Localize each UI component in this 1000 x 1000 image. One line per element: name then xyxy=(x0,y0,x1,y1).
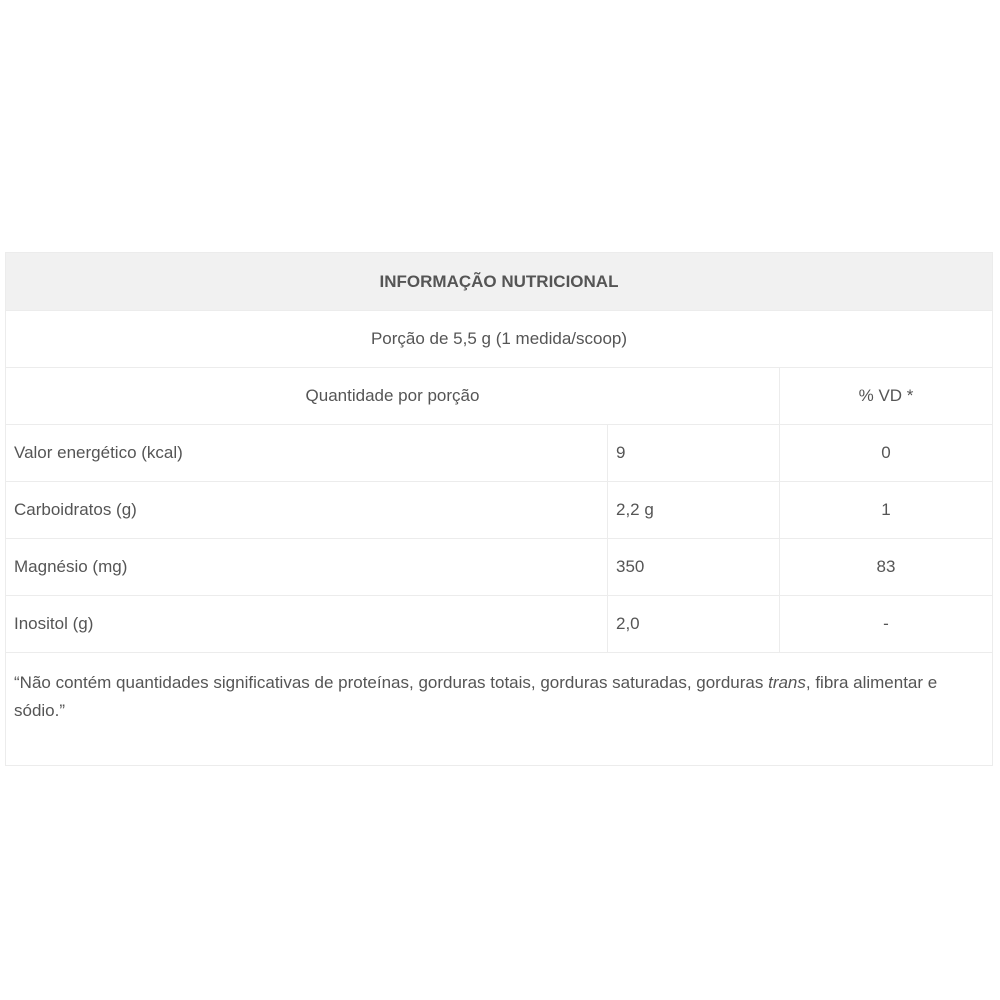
table-row xyxy=(6,425,993,482)
nutrition-table xyxy=(5,252,993,766)
vd-header: % VD * xyxy=(780,368,993,425)
footnote-text-after: , fibra alimentar e sódio.” xyxy=(14,673,938,720)
nutrient-name: Valor energético (kcal) xyxy=(6,425,608,482)
nutrient-amount: 2,0 xyxy=(608,596,780,653)
footnote-text-before: “Não contém quantidades significativas de proteínas, gorduras totais, gorduras saturadas, gorduras xyxy=(14,673,769,692)
table-title: INFORMAÇÃO NUTRICIONAL xyxy=(6,253,993,311)
nutrient-vd: 0 xyxy=(780,425,993,482)
nutrient-name: Carboidratos (g) xyxy=(6,482,608,539)
serving-row xyxy=(6,311,993,368)
serving-size: Porção de 5,5 g (1 medida/scoop) xyxy=(6,311,993,368)
table-row xyxy=(6,539,993,596)
table-title-row xyxy=(6,253,993,311)
nutrient-vd: 1 xyxy=(780,482,993,539)
footnote xyxy=(6,653,993,766)
footnote-row xyxy=(6,653,993,766)
table-row xyxy=(6,482,993,539)
nutrient-amount: 2,2 g xyxy=(608,482,780,539)
table-row xyxy=(6,596,993,653)
quantity-header: Quantidade por porção xyxy=(6,368,780,425)
nutrient-name: Inositol (g) xyxy=(6,596,608,653)
header-row xyxy=(6,368,993,425)
nutrient-amount: 9 xyxy=(608,425,780,482)
nutrient-vd: - xyxy=(780,596,993,653)
footnote-italic: trans xyxy=(768,673,806,692)
nutrient-vd: 83 xyxy=(780,539,993,596)
nutrient-amount: 350 xyxy=(608,539,780,596)
nutrient-name: Magnésio (mg) xyxy=(6,539,608,596)
